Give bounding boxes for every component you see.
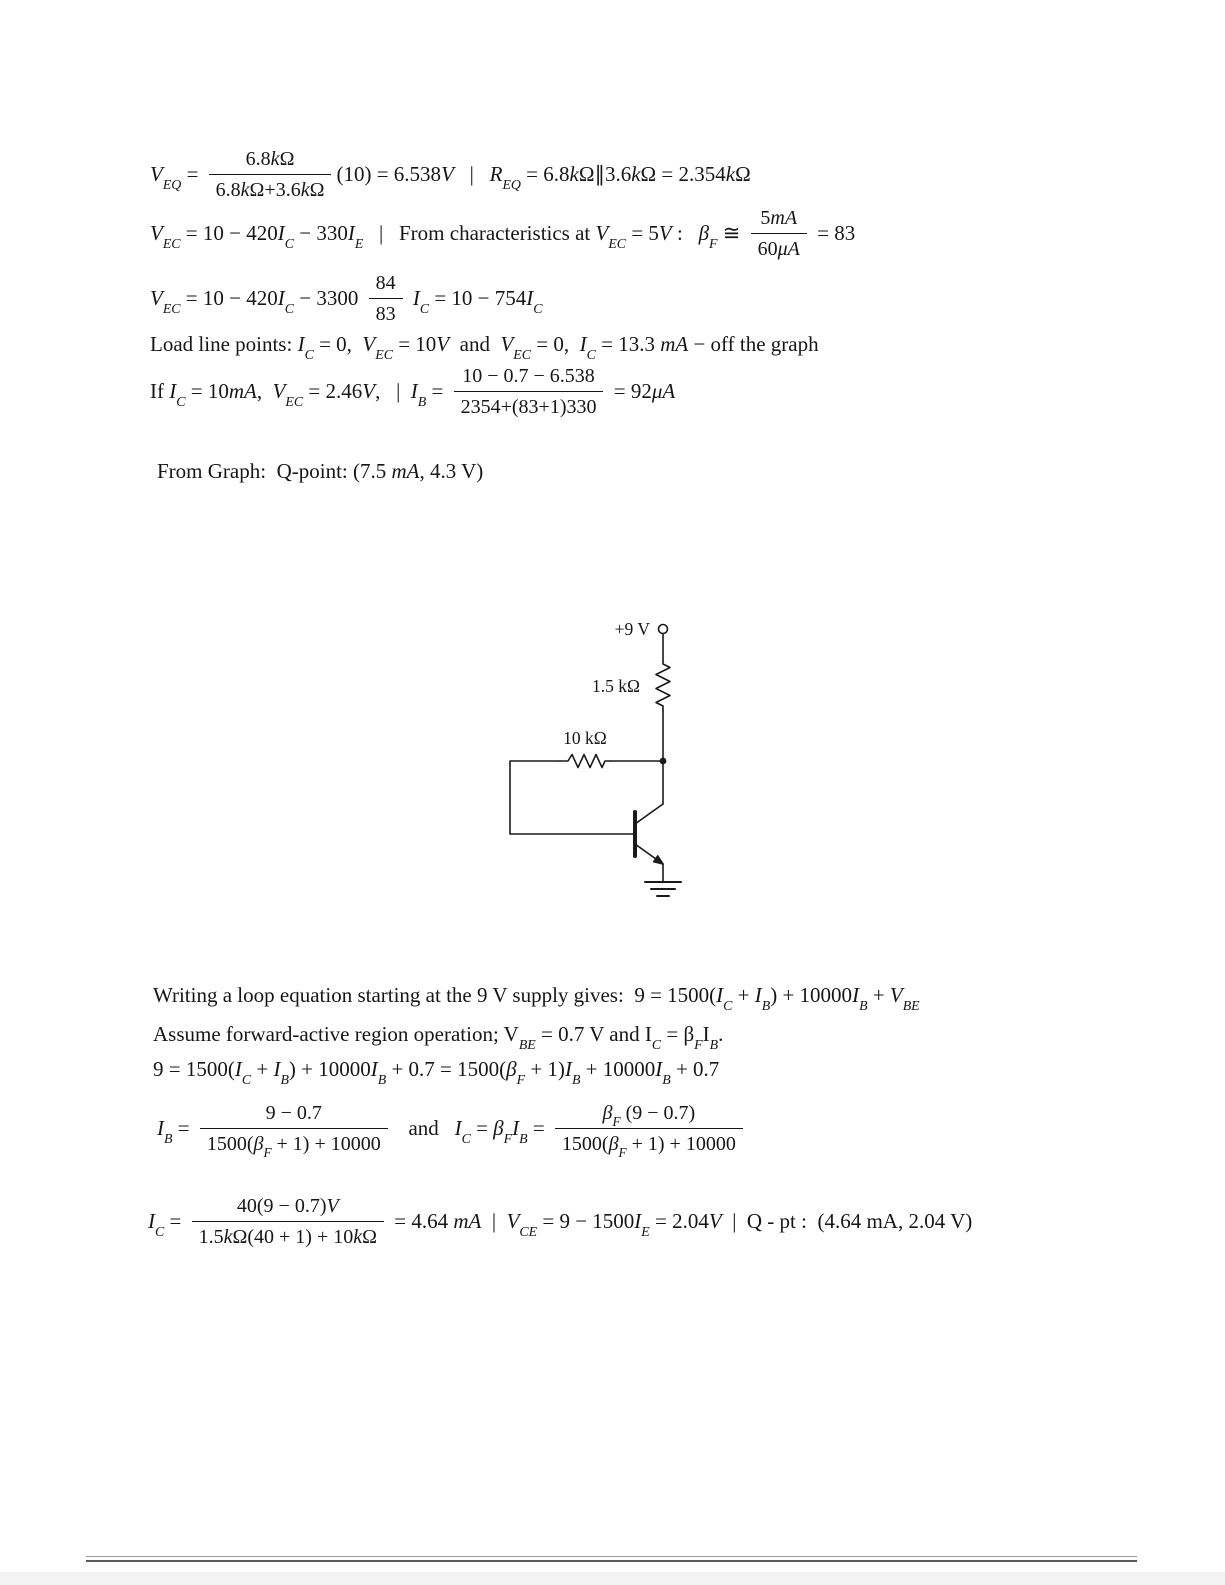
fraction	[209, 146, 332, 203]
fraction-numerator: 84	[369, 270, 403, 299]
fraction	[555, 1100, 743, 1161]
equation-text: = 4.64 mA | $V_{CE} = 9 - 1500I_E = 2.04V$ | Q - pt : (4.64 mA, 2.04 V)	[389, 1209, 973, 1240]
equation-text: = 83	[811, 221, 856, 246]
fraction	[369, 270, 403, 327]
equation-text: $I_B$ =	[157, 1116, 195, 1147]
equation-text: (10) = 6.538V | $R_{EQ}$ = 6.8kΩ∥3.6kΩ = 2.354kΩ	[336, 162, 751, 193]
fraction-numerator: 5mA	[751, 205, 807, 234]
equation-text: Load line points: $I_C = 0$, $V_{EC} = 10V$ and $V_{EC} = 0$, $I_C = 13.3$ mA − off the graph	[150, 332, 819, 362]
fraction-denominator: 83	[375, 303, 396, 325]
equation-text: Assume forward-active region operation; $V_{BE} = 0.7$ V and $I_C = \beta_FI_B$.	[153, 1022, 724, 1052]
equation-text: Writing a loop equation starting at the 9 V supply gives: $9 = 1500(I_C + I_B) + 10000I_B + V_{BE}$	[153, 983, 920, 1013]
fraction	[454, 363, 604, 420]
transistor-collector-lead	[635, 804, 663, 824]
fraction-denominator: 2354+(83+1)330	[460, 396, 597, 418]
supply-terminal	[659, 625, 668, 634]
equation-text: $V_{EC} = 10 - 420I_C - 3300$	[150, 286, 364, 317]
npn-transistor	[635, 804, 663, 864]
equation-text: and $I_C = \beta_FI_B$ =	[392, 1116, 550, 1147]
footer-rule	[86, 1556, 1137, 1562]
feedback-wire-left	[510, 761, 633, 834]
equation-vec-simplified	[150, 270, 543, 327]
collector-resistor-label: 1.5 kΩ	[591, 676, 640, 696]
equation-text: From Graph: Q-point: (7.5 mA, 4.3 V)	[157, 459, 484, 483]
q-point-line	[157, 458, 483, 484]
equation-text: $I_C = 10 - 754I_C$	[412, 286, 543, 317]
fraction-denominator: 1.5kΩ(40 + 1) + 10kΩ	[198, 1226, 377, 1248]
equation-text: $V_{EQ}$ =	[150, 162, 204, 193]
equation-veq	[150, 146, 751, 203]
page-bottom-edge	[0, 1572, 1225, 1585]
fraction-numerator: 10 − 0.7 − 6.538	[454, 363, 604, 392]
fraction	[192, 1193, 384, 1250]
fraction-denominator: 60μA	[757, 238, 800, 260]
fraction-numerator: 6.8kΩ	[209, 146, 332, 175]
collector-resistor	[656, 661, 670, 711]
assumption-line	[153, 1021, 724, 1052]
loop-equation-line	[153, 982, 920, 1013]
equation-ib	[150, 363, 675, 420]
equation-text: $V_{EC} = 10 - 420I_C - 330I_E$ | From characteristics at $V_{EC} = 5V$ : $\beta_F$ ≅	[150, 221, 746, 252]
circuit-diagram	[480, 616, 900, 916]
load-line-points-line	[150, 331, 819, 362]
emitter-arrow-icon	[654, 856, 663, 864]
expanded-equation-line	[153, 1056, 720, 1087]
equation-ic-result	[148, 1193, 972, 1250]
equation-text: $9 = 1500(I_C + I_B) + 10000I_B + 0.7 = 1500(\beta_F + 1)I_B + 10000I_B + 0.7$	[153, 1057, 720, 1087]
ground-symbol	[645, 882, 681, 896]
fraction-denominator: 6.8kΩ+3.6kΩ	[215, 179, 325, 201]
node-dot	[660, 758, 667, 765]
fraction-numerator: 40(9 − 0.7)V	[192, 1193, 384, 1222]
equation-text: = 92μA	[608, 379, 676, 404]
fraction	[751, 205, 807, 262]
supply-label: +9 V	[614, 619, 650, 639]
equation-vec-characteristics	[150, 205, 855, 262]
fraction	[200, 1100, 388, 1161]
base-resistor-label: 10 kΩ	[563, 728, 607, 748]
fraction-denominator: $1500(\beta_F + 1) + 10000$	[206, 1133, 381, 1161]
fraction-numerator: 9 − 0.7	[200, 1100, 388, 1129]
fraction-numerator: $\beta_F$ (9 − 0.7)	[555, 1100, 743, 1129]
equation-ib-ic	[157, 1100, 748, 1161]
equation-text: If $I_C = 10mA$, $V_{EC} = 2.46V$, | $I_B$ =	[150, 379, 449, 410]
base-resistor	[560, 755, 610, 768]
fraction-denominator: $1500(\beta_F + 1) + 10000$	[561, 1133, 736, 1161]
equation-text: $I_C$ =	[148, 1209, 187, 1240]
